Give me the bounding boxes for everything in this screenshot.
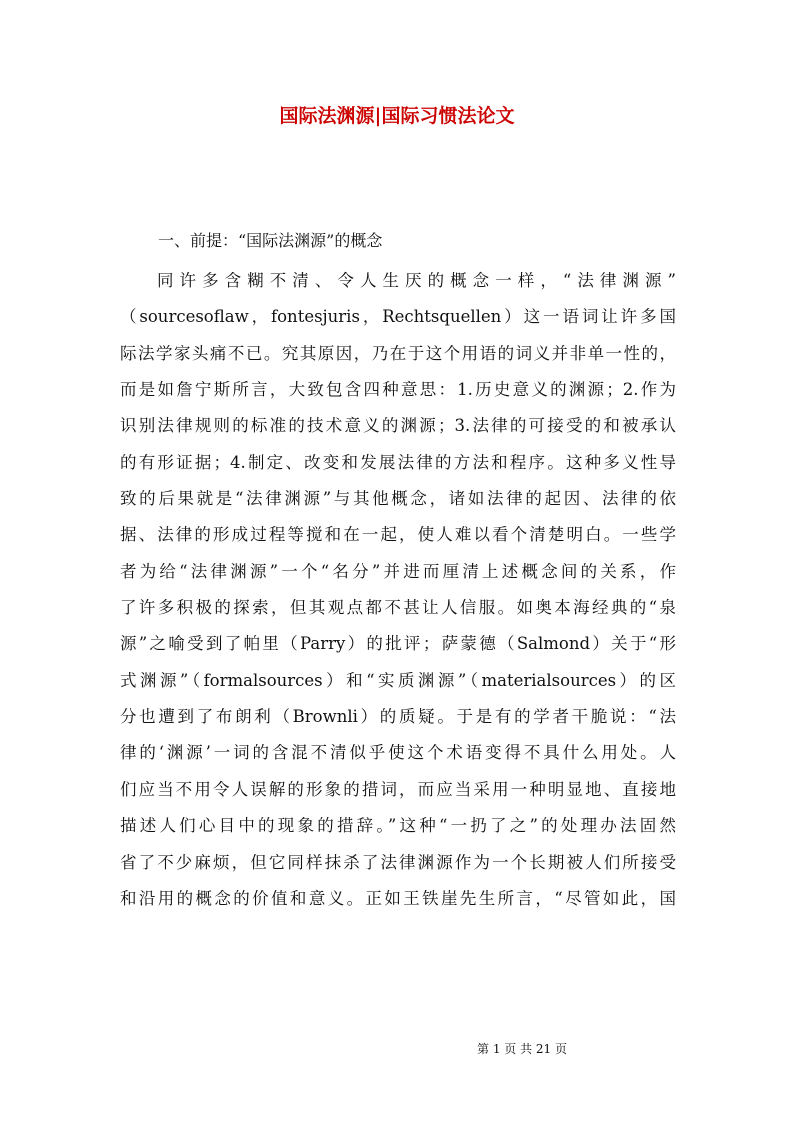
paragraph-line: 式渊源”（formalsources）和“实质渊源”（materialsources）的区 — [120, 670, 676, 690]
section-heading: 一、前提：“国际法渊源”的概念 — [158, 231, 383, 250]
paragraph-line: 省了不少麻烦，但它同样抹杀了法律渊源作为一个长期被人们所接受 — [120, 852, 676, 872]
paragraph-line: 了许多积极的探索，但其观点都不甚让人信服。如奥本海经典的“泉 — [120, 598, 676, 618]
page-footer: 第 1 页 共 21 页 — [477, 1042, 567, 1056]
paragraph-line: 同许多含糊不清、令人生厌的概念一样，“法律渊源” — [157, 271, 676, 290]
paragraph-line: 的有形证据；4.制定、改变和发展法律的方法和程序。这种多义性导 — [120, 452, 676, 472]
document-title: 国际法渊源|国际习惯法论文 — [279, 105, 515, 127]
paragraph-line: 源”之喻受到了帕里（Parry）的批评；萨蒙德（Salmond）关于“形 — [120, 634, 676, 654]
paragraph-line: （sourcesoflaw，fontesjuris，Rechtsquellen）这一语词让许多国 — [120, 307, 676, 327]
paragraph-line: 据、法律的形成过程等搅和在一起，使人难以看个清楚明白。一些学 — [120, 525, 676, 545]
paragraph-line: 际法学家头痛不已。究其原因，乃在于这个用语的词义并非单一性的， — [120, 343, 676, 363]
paragraph-line: 致的后果就是“法律渊源”与其他概念，诸如法律的起因、法律的依 — [120, 489, 676, 509]
paragraph-line: 描述人们心目中的现象的措辞。”这种“一扔了之”的处理办法固然 — [120, 816, 676, 836]
paragraph-line: 识别法律规则的标准的技术意义的渊源；3.法律的可接受的和被承认 — [120, 416, 676, 436]
paragraph-line: 们应当不用令人误解的形象的措词，而应当采用一种明显地、直接地 — [120, 779, 676, 799]
paragraph-line: 和沿用的概念的价值和意义。正如王铁崖先生所言，“尽管如此，国 — [120, 888, 676, 908]
paragraph-line: 者为给“法律渊源”一个“名分”并进而厘清上述概念间的关系，作 — [120, 561, 676, 581]
paragraph-line: 而是如詹宁斯所言，大致包含四种意思：1.历史意义的渊源；2.作为 — [120, 380, 676, 400]
paragraph-line: 律的‘渊源’一词的含混不清似乎使这个术语变得不具什么用处。人 — [120, 743, 676, 763]
paragraph — [120, 263, 676, 917]
paragraph-line: 分也遭到了布朗利（Brownli）的质疑。于是有的学者干脆说：“法 — [120, 707, 676, 727]
